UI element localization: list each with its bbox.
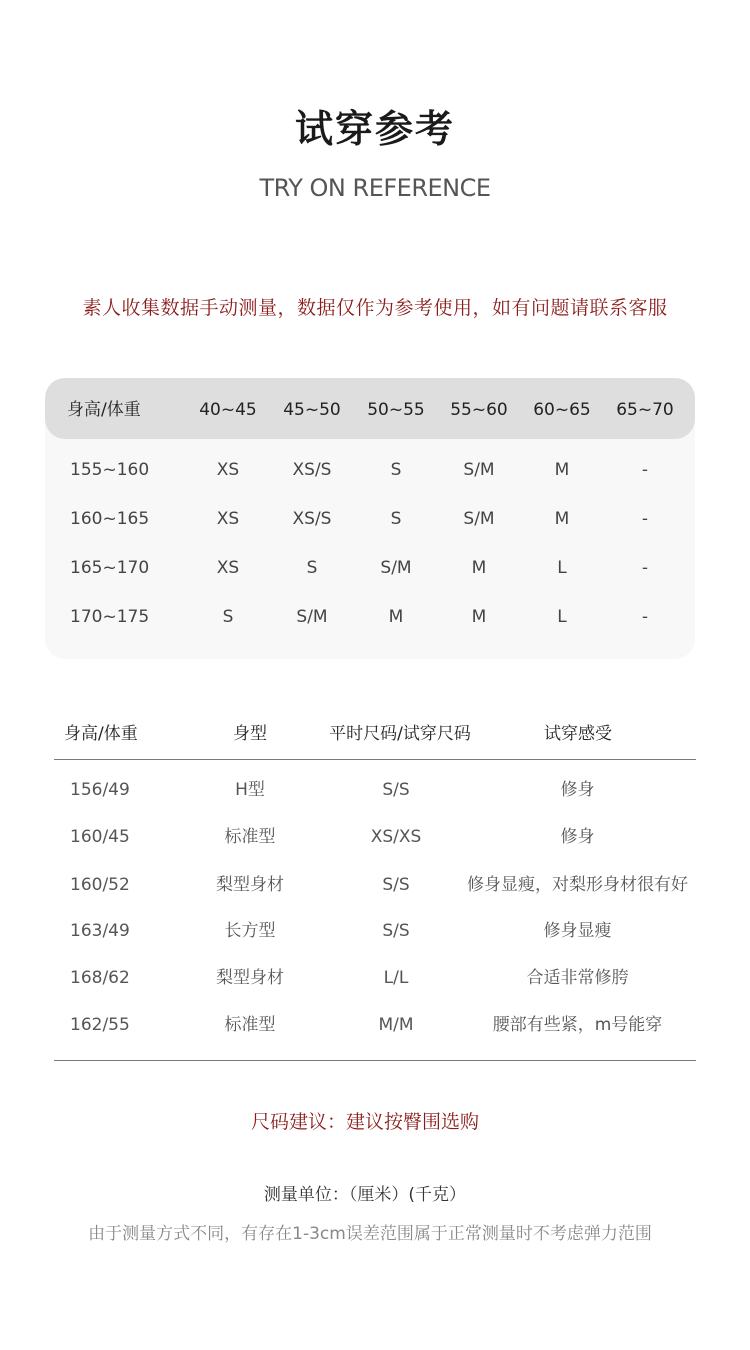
height-range-label: 160~165	[70, 509, 150, 529]
table-cell: 修身显瘦	[543, 921, 612, 941]
weight-range-header: 50~55	[367, 400, 425, 420]
size-cell: XS	[216, 558, 240, 578]
size-chart-corner-label: 身高/体重	[67, 400, 141, 420]
table-cell: 合适非常修胯	[526, 968, 629, 988]
measurement-unit: 测量单位：（厘米）(千克）	[263, 1185, 467, 1205]
table-cell: 168/62	[70, 968, 130, 988]
size-cell: M	[554, 460, 570, 480]
table-bottom-divider	[54, 1060, 696, 1061]
table-cell: 腰部有些紧，m号能穿	[492, 1015, 663, 1035]
table-header-cell: 平时尺码/试穿尺码	[329, 724, 471, 744]
table-cell: 标准型	[224, 1015, 276, 1035]
page-title: 试穿参考	[294, 107, 455, 151]
table-cell: S/S	[382, 875, 410, 895]
size-cell: XS/S	[292, 509, 332, 529]
size-cell: M	[471, 607, 487, 627]
table-cell: 梨型身材	[216, 875, 284, 895]
table-cell: S/S	[382, 921, 410, 941]
weight-range-header: 40~45	[199, 400, 257, 420]
height-range-label: 170~175	[70, 607, 150, 627]
size-cell: M	[554, 509, 570, 529]
size-cell: -	[641, 460, 649, 480]
size-cell: XS	[216, 509, 240, 529]
table-header-cell: 身型	[233, 724, 267, 744]
table-cell: 160/52	[70, 875, 130, 895]
table-cell: S/S	[382, 780, 410, 800]
height-range-label: 165~170	[70, 558, 150, 578]
weight-range-header: 60~65	[533, 400, 591, 420]
table-cell: H型	[235, 780, 265, 800]
size-cell: S	[222, 607, 234, 627]
height-range-label: 155~160	[70, 460, 150, 480]
size-cell: -	[641, 509, 649, 529]
table-cell: 156/49	[70, 780, 130, 800]
size-cell: S	[390, 509, 402, 529]
size-cell: XS/S	[292, 460, 332, 480]
table-header-divider	[54, 759, 696, 760]
table-cell: L/L	[383, 968, 409, 988]
size-cell: S	[390, 460, 402, 480]
weight-range-header: 55~60	[450, 400, 508, 420]
table-cell: 163/49	[70, 921, 130, 941]
weight-range-header: 45~50	[283, 400, 341, 420]
table-header-cell: 试穿感受	[544, 724, 612, 744]
table-cell: XS/XS	[370, 827, 422, 847]
size-cell: L	[557, 607, 567, 627]
page-subtitle: TRY ON REFERENCE	[259, 174, 491, 202]
data-notice: 素人收集数据手动测量，数据仅作为参考使用，如有问题请联系客服	[82, 297, 668, 319]
table-cell: M/M	[378, 1015, 414, 1035]
size-cell: M	[388, 607, 404, 627]
weight-range-header: 65~70	[616, 400, 674, 420]
table-cell: 标准型	[224, 827, 276, 847]
table-cell: 长方型	[224, 921, 276, 941]
table-cell: 修身	[560, 827, 595, 847]
measurement-disclaimer: 由于测量方式不同，有存在1-3cm误差范围属于正常测量时不考虑弹力范围	[88, 1224, 652, 1244]
table-cell: 修身显瘦，对梨形身材很有好	[467, 875, 688, 895]
table-header-cell: 身高/体重	[64, 724, 138, 744]
size-cell: -	[641, 558, 649, 578]
size-cell: XS	[216, 460, 240, 480]
size-cell: S/M	[463, 460, 495, 480]
size-suggestion: 尺码建议：建议按臀围选购	[250, 1111, 479, 1133]
table-cell: 修身	[560, 780, 595, 800]
size-cell: S/M	[296, 607, 328, 627]
size-cell: S/M	[463, 509, 495, 529]
size-cell: -	[641, 607, 649, 627]
size-cell: S/M	[380, 558, 412, 578]
size-cell: L	[557, 558, 567, 578]
table-cell: 162/55	[70, 1015, 130, 1035]
size-cell: S	[306, 558, 318, 578]
size-cell: M	[471, 558, 487, 578]
table-cell: 160/45	[70, 827, 130, 847]
table-cell: 梨型身材	[216, 968, 284, 988]
